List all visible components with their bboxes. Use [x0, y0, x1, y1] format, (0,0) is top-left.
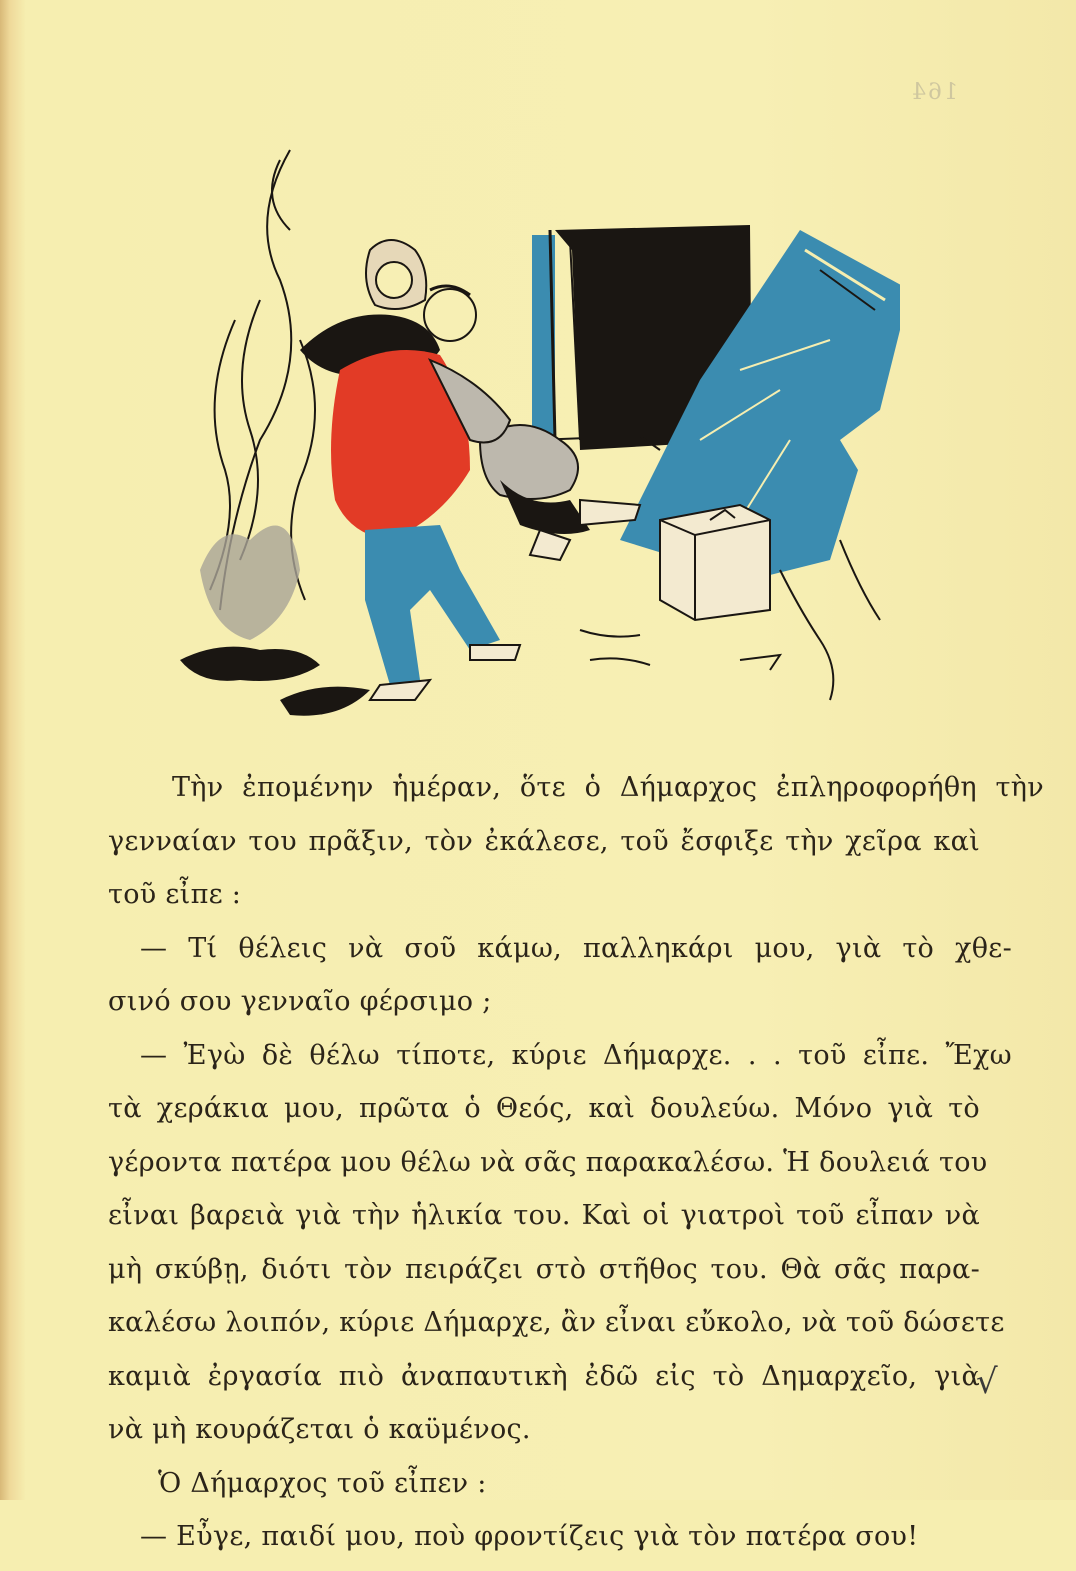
dialogue-line-2: σινό σου γενναῖο φέρσιμο ; — [108, 986, 492, 1017]
page-number-bleedthrough: 164 — [910, 80, 958, 105]
dialogue-line-3: — Ἐγὼ δὲ θέλω τίποτε, κύριε Δήμαρχε. . . τοῦ εἶπε. Ἔχω — [140, 1039, 1012, 1071]
dialogue-line-7: μὴ σκύβῃ, διότι τὸν πειράζει στὸ στῆθος του. Θὰ σᾶς παρα- — [108, 1253, 980, 1285]
dialogue-line-6: εἶναι βαρειὰ γιὰ τὴν ἡλικία του. Καὶ οἱ γιατροὶ τοῦ εἶπαν νὰ — [108, 1200, 980, 1231]
box — [660, 505, 770, 620]
dialogue-line-5: γέροντα πατέρα μου θέλω νὰ σᾶς παρακαλέσω. Ἡ δουλειά του — [108, 1146, 988, 1178]
dialogue-line-1: — Τί θέλεις νὰ σοῦ κάμω, παλληκάρι μου, γιὰ τὸ χθε- — [140, 932, 1012, 964]
dialogue-line-4: τὰ χεράκια μου, πρῶτα ὁ Θεός, καὶ δουλεύω. Μόνο γιὰ τὸ — [108, 1093, 980, 1124]
paragraph-line-2: γενναίαν του πρᾶξιν, τὸν ἐκάλεσε, τοῦ ἔσφιξε τὴν χεῖρα καὶ — [108, 825, 980, 857]
dialogue-line-9: καμιὰ ἐργασία πιὸ ἀναπαυτικὴ ἐδῶ εἰς τὸ Δημαρχεῖο, γιὰ — [108, 1360, 980, 1392]
story-illustration — [140, 140, 900, 740]
final-dialogue-line: — Εὖγε, παιδί μου, ποὺ φροντίζεις γιὰ τὸν πατέρα σου! — [140, 1521, 919, 1552]
paragraph-line-3: τοῦ εἶπε : — [108, 879, 242, 910]
story-text — [108, 768, 1044, 1571]
dialogue-line-10: νὰ μὴ κουράζεται ὁ καϋμένος. — [108, 1414, 531, 1445]
handwritten-check-icon: √ — [976, 1362, 998, 1402]
narration-line: Ὁ Δήμαρχος τοῦ εἶπεν : — [158, 1467, 487, 1499]
dialogue-line-8: καλέσω λοιπόν, κύριε Δήμαρχε, ἂν εἶναι εὔκολο, νὰ τοῦ δώσετε — [108, 1307, 1005, 1338]
paragraph-line-1: Τὴν ἐπομένην ἡμέραν, ὅτε ὁ Δήμαρχος ἐπληροφορήθη τὴν — [172, 772, 1044, 803]
